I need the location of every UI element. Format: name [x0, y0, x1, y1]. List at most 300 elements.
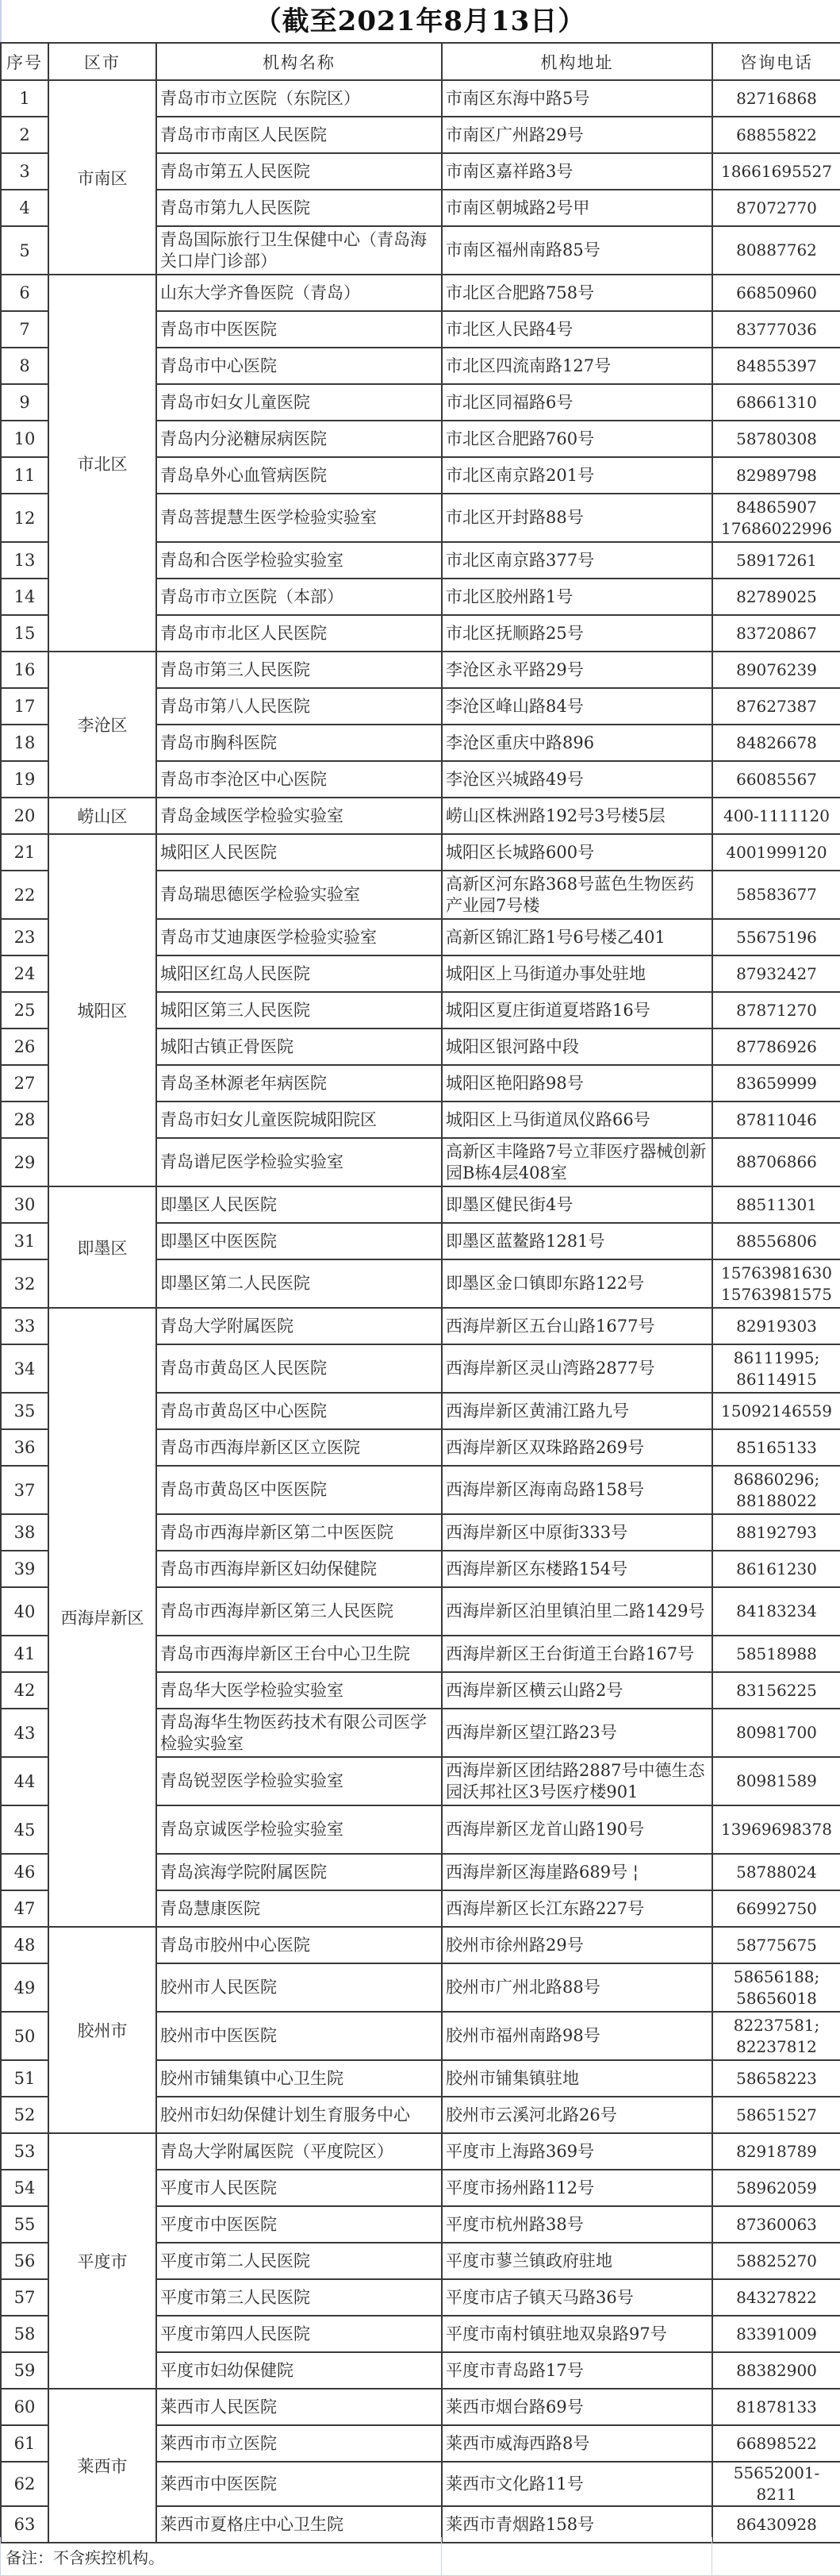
institution-name-cell: 青岛市西海岸新区妇幼保健院 — [156, 1551, 442, 1587]
institution-name-cell: 山东大学齐鲁医院（青岛） — [156, 275, 442, 311]
phone-number: 68855822 — [736, 125, 817, 144]
seq-cell: 51 — [1, 2060, 48, 2097]
phone-cell — [712, 652, 840, 688]
phone-number: 58651527 — [736, 2105, 817, 2124]
seq-cell: 24 — [1, 955, 48, 992]
phone-cell — [712, 992, 840, 1028]
institution-name-cell: 青岛市中心医院 — [156, 348, 442, 384]
institution-address-cell: 西海岸新区五台山路1677号 — [442, 1308, 712, 1344]
phone-cell — [712, 1963, 840, 2012]
institution-address-cell: 西海岸新区王台街道王台路167号 — [442, 1636, 712, 1672]
phone-number: 4001999120 — [726, 842, 827, 862]
seq-cell: 63 — [1, 2506, 48, 2543]
phone-number: 66850960 — [736, 283, 817, 302]
institution-address-cell: 西海岸新区团结路2887号中德生态园沃邦社区3号医疗楼901 — [442, 1757, 712, 1805]
institution-name-cell: 青岛市西海岸新区王台中心卫生院 — [156, 1636, 442, 1672]
seq-cell: 1 — [1, 80, 48, 117]
phone-number: 55652001-8211 — [733, 2463, 820, 2504]
table-row — [1, 834, 840, 871]
seq-cell: 25 — [1, 992, 48, 1028]
institution-name-cell: 青岛圣林源老年病医院 — [156, 1065, 442, 1102]
institution-address-cell: 平度市青岛路17号 — [442, 2352, 712, 2389]
phone-number: 66992750 — [736, 1898, 817, 1918]
phone-number: 58658223 — [736, 2068, 817, 2088]
institution-address-cell: 李沧区兴城路49号 — [442, 761, 712, 798]
seq-cell: 41 — [1, 1636, 48, 1672]
institution-address-cell: 市北区合肥路760号 — [442, 421, 712, 457]
seq-cell: 55 — [1, 2206, 48, 2243]
institution-name-cell: 青岛市黄岛区人民医院 — [156, 1344, 442, 1393]
phone-cell — [712, 1927, 840, 1963]
institution-address-cell: 市北区抚顺路25号 — [442, 615, 712, 652]
phone-cell — [712, 798, 840, 834]
seq-cell: 40 — [1, 1587, 48, 1636]
institution-address-cell: 西海岸新区黄浦江路九号 — [442, 1393, 712, 1429]
institution-name-cell: 青岛市西海岸新区区立医院 — [156, 1429, 442, 1466]
seq-cell: 57 — [1, 2279, 48, 2316]
institution-address-cell: 莱西市威海西路8号 — [442, 2425, 712, 2462]
table-row — [1, 798, 840, 834]
institution-name-cell: 莱西市夏格庄中心卫生院 — [156, 2506, 442, 2543]
phone-cell — [712, 2279, 840, 2316]
institution-address-cell: 西海岸新区灵山湾路2877号 — [442, 1344, 712, 1393]
phone-cell — [712, 2170, 840, 2206]
phone-cell — [712, 542, 840, 579]
phone-cell — [712, 1186, 840, 1223]
institution-address-cell: 高新区丰隆路7号立菲医疗器械创新园B栋4层408室 — [442, 1138, 712, 1186]
institution-name-cell: 青岛市西海岸新区第三人民医院 — [156, 1587, 442, 1636]
phone-number: 86860296; — [733, 1469, 820, 1489]
institution-name-cell: 青岛大学附属医院 — [156, 1308, 442, 1344]
institution-name-cell: 青岛市第三人民医院 — [156, 652, 442, 688]
institution-address-cell: 市南区东海中路5号 — [442, 80, 712, 117]
institution-name-cell: 青岛市第九人民医院 — [156, 190, 442, 226]
district-cell: 莱西市 — [48, 2389, 156, 2543]
phone-number: 86114915 — [736, 1369, 817, 1389]
phone-cell — [712, 1551, 840, 1587]
phone-number: 88192793 — [736, 1522, 817, 1542]
institution-address-cell: 胶州市云溪河北路26号 — [442, 2097, 712, 2133]
institution-name-cell: 青岛海华生物医药技术有限公司医学检验实验室 — [156, 1709, 442, 1757]
institution-address-cell: 胶州市铺集镇驻地 — [442, 2060, 712, 2097]
institution-address-cell: 西海岸新区龙首山路190号 — [442, 1805, 712, 1854]
window-edge — [0, 0, 2, 43]
phone-number: 15763981630 — [721, 1263, 832, 1282]
table-row — [1, 80, 840, 117]
phone-number: 80981589 — [736, 1771, 817, 1790]
seq-cell: 26 — [1, 1028, 48, 1065]
phone-number: 83720867 — [736, 623, 817, 643]
phone-number: 58656018 — [736, 1988, 817, 2008]
seq-cell: 20 — [1, 798, 48, 834]
phone-number: 83156225 — [736, 1680, 817, 1700]
seq-cell: 17 — [1, 688, 48, 725]
phone-cell — [712, 80, 840, 117]
institution-name-cell: 即墨区中医医院 — [156, 1223, 442, 1259]
institution-name-cell: 青岛锐翌医学检验实验室 — [156, 1757, 442, 1805]
institution-address-cell: 西海岸新区海崖路689号 ¦ — [442, 1854, 712, 1890]
institution-name-cell: 青岛大学附属医院（平度院区） — [156, 2133, 442, 2170]
table-row — [1, 275, 840, 311]
seq-cell: 33 — [1, 1308, 48, 1344]
phone-number: 82789025 — [736, 586, 817, 606]
phone-number: 58917261 — [736, 550, 817, 570]
institution-name-cell: 平度市人民医院 — [156, 2170, 442, 2206]
phone-number: 80981700 — [736, 1723, 817, 1742]
institution-name-cell: 青岛国际旅行卫生保健中心（青岛海关口岸门诊部） — [156, 226, 442, 275]
phone-cell — [712, 919, 840, 955]
institution-address-cell: 市北区胶州路1号 — [442, 579, 712, 615]
seq-cell: 9 — [1, 384, 48, 421]
phone-number: 83777036 — [736, 319, 817, 339]
institution-address-cell: 西海岸新区东楼路154号 — [442, 1551, 712, 1587]
phone-cell — [712, 871, 840, 919]
district-cell: 城阳区 — [48, 834, 156, 1186]
phone-number: 58962059 — [736, 2178, 817, 2197]
phone-number: 68661310 — [736, 392, 817, 412]
header-district: 区市 — [48, 43, 156, 80]
seq-cell: 58 — [1, 2316, 48, 2352]
phone-cell — [712, 1672, 840, 1709]
institution-name-cell: 青岛市妇女儿童医院城阳院区 — [156, 1102, 442, 1138]
institution-address-cell: 市北区同福路6号 — [442, 384, 712, 421]
seq-cell: 38 — [1, 1514, 48, 1551]
seq-cell: 12 — [1, 494, 48, 542]
seq-cell: 18 — [1, 725, 48, 761]
institution-name-cell: 平度市中医医院 — [156, 2206, 442, 2243]
seq-cell: 45 — [1, 1805, 48, 1854]
institution-name-cell: 胶州市中医医院 — [156, 2012, 442, 2060]
header-name: 机构名称 — [156, 43, 442, 80]
phone-number: 87627387 — [736, 696, 817, 716]
institution-name-cell: 青岛市西海岸新区第二中医医院 — [156, 1514, 442, 1551]
institution-name-cell: 青岛滨海学院附属医院 — [156, 1854, 442, 1890]
phone-number: 66085567 — [736, 769, 817, 789]
header-phone: 咨询电话 — [712, 43, 840, 80]
institution-name-cell: 青岛金域医学检验实验室 — [156, 798, 442, 834]
institution-address-cell: 平度市扬州路112号 — [442, 2170, 712, 2206]
institution-address-cell: 即墨区蓝鳌路1281号 — [442, 1223, 712, 1259]
seq-cell: 32 — [1, 1259, 48, 1308]
phone-number: 86430928 — [736, 2514, 817, 2534]
institution-name-cell: 即墨区人民医院 — [156, 1186, 442, 1223]
institution-address-cell: 西海岸新区横云山路2号 — [442, 1672, 712, 1709]
table-header-row — [1, 43, 840, 80]
institution-address-cell: 市北区合肥路758号 — [442, 275, 712, 311]
phone-cell — [712, 1587, 840, 1636]
institution-name-cell: 青岛慧康医院 — [156, 1890, 442, 1927]
seq-cell: 37 — [1, 1466, 48, 1514]
phone-number: 84826678 — [736, 732, 817, 752]
seq-cell: 6 — [1, 275, 48, 311]
table-row — [1, 2389, 840, 2425]
institution-name-cell: 青岛内分泌糖尿病医院 — [156, 421, 442, 457]
phone-number: 82237812 — [736, 2036, 817, 2056]
institution-name-cell: 平度市第二人民医院 — [156, 2243, 442, 2279]
phone-number: 89076239 — [736, 659, 817, 679]
institution-address-cell: 城阳区上马街道凤仪路66号 — [442, 1102, 712, 1138]
phone-cell — [712, 1138, 840, 1186]
institution-name-cell: 城阳古镇正骨医院 — [156, 1028, 442, 1065]
phone-number: 87786926 — [736, 1036, 817, 1056]
seq-cell: 47 — [1, 1890, 48, 1927]
note-empty-cell — [712, 2537, 840, 2576]
phone-cell — [712, 494, 840, 542]
institution-name-cell: 平度市妇幼保健院 — [156, 2352, 442, 2389]
institution-address-cell: 李沧区永平路29号 — [442, 652, 712, 688]
institution-address-cell: 胶州市福州南路98号 — [442, 2012, 712, 2060]
institution-name-cell: 胶州市铺集镇中心卫生院 — [156, 2060, 442, 2097]
seq-cell: 35 — [1, 1393, 48, 1429]
phone-cell — [712, 1757, 840, 1805]
phone-cell — [712, 1259, 840, 1308]
institution-address-cell: 崂山区株洲路192号3号楼5层 — [442, 798, 712, 834]
seq-cell: 42 — [1, 1672, 48, 1709]
district-cell: 崂山区 — [48, 798, 156, 834]
seq-cell: 16 — [1, 652, 48, 688]
phone-number: 88706866 — [736, 1152, 817, 1171]
institution-name-cell: 即墨区第二人民医院 — [156, 1259, 442, 1308]
phone-cell — [712, 688, 840, 725]
phone-cell — [712, 2462, 840, 2506]
header-address: 机构地址 — [442, 43, 712, 80]
institution-address-cell: 高新区河东路368号蓝色生物医药产业园7号楼 — [442, 871, 712, 919]
seq-cell: 14 — [1, 579, 48, 615]
institution-name-cell: 青岛阜外心血管病医院 — [156, 457, 442, 494]
seq-cell: 21 — [1, 834, 48, 871]
phone-number: 82716868 — [736, 88, 817, 108]
phone-cell — [712, 190, 840, 226]
phone-number: 80887762 — [736, 240, 817, 260]
institution-name-cell: 城阳区人民医院 — [156, 834, 442, 871]
phone-cell — [712, 2133, 840, 2170]
institution-name-cell: 胶州市人民医院 — [156, 1963, 442, 2012]
institution-address-cell: 平度市店子镇天马路36号 — [442, 2279, 712, 2316]
phone-number: 58780308 — [736, 429, 817, 448]
phone-number: 17686022996 — [721, 518, 832, 538]
phone-number: 55675196 — [736, 927, 817, 947]
district-cell: 胶州市 — [48, 1927, 156, 2133]
institution-address-cell: 西海岸新区双珠路路269号 — [442, 1429, 712, 1466]
phone-number: 87811046 — [736, 1109, 817, 1129]
seq-cell: 34 — [1, 1344, 48, 1393]
phone-number: 84183234 — [736, 1601, 817, 1621]
institution-name-cell: 青岛市市立医院（东院区） — [156, 80, 442, 117]
seq-cell: 13 — [1, 542, 48, 579]
institution-address-cell: 市北区南京路377号 — [442, 542, 712, 579]
institution-address-cell: 胶州市广州北路88号 — [442, 1963, 712, 2012]
phone-number: 87360063 — [736, 2214, 817, 2234]
seq-cell: 7 — [1, 311, 48, 348]
phone-number: 66898522 — [736, 2433, 817, 2453]
phone-number: 81878133 — [736, 2397, 817, 2416]
institution-name-cell: 青岛瑞思德医学检验实验室 — [156, 871, 442, 919]
phone-number: 400-1111120 — [723, 805, 830, 825]
phone-cell — [712, 2352, 840, 2389]
institution-table — [0, 42, 840, 2543]
phone-number: 87072770 — [736, 198, 817, 217]
seq-cell: 29 — [1, 1138, 48, 1186]
phone-cell — [712, 421, 840, 457]
institution-address-cell: 市北区南京路201号 — [442, 457, 712, 494]
institution-name-cell: 平度市第三人民医院 — [156, 2279, 442, 2316]
phone-cell — [712, 153, 840, 190]
institution-name-cell: 胶州市妇幼保健计划生育服务中心 — [156, 2097, 442, 2133]
phone-cell — [712, 1028, 840, 1065]
phone-number: 84327822 — [736, 2287, 817, 2307]
institution-address-cell: 高新区锦汇路1号6号楼乙401 — [442, 919, 712, 955]
phone-number: 15763981575 — [721, 1284, 832, 1304]
seq-cell: 62 — [1, 2462, 48, 2506]
institution-address-cell: 西海岸新区中原街333号 — [442, 1514, 712, 1551]
phone-cell — [712, 2425, 840, 2462]
phone-number: 82237581; — [733, 2015, 820, 2035]
phone-number: 83659999 — [736, 1073, 817, 1093]
institution-address-cell: 市南区嘉祥路3号 — [442, 153, 712, 190]
seq-cell: 3 — [1, 153, 48, 190]
institution-name-cell: 莱西市市立医院 — [156, 2425, 442, 2462]
phone-cell — [712, 1429, 840, 1466]
phone-cell — [712, 348, 840, 384]
seq-cell: 60 — [1, 2389, 48, 2425]
seq-cell: 10 — [1, 421, 48, 457]
seq-cell: 22 — [1, 871, 48, 919]
phone-number: 58775675 — [736, 1935, 817, 1955]
institution-address-cell: 市北区人民路4号 — [442, 311, 712, 348]
institution-name-cell: 青岛市胶州中心医院 — [156, 1927, 442, 1963]
phone-cell — [712, 226, 840, 275]
phone-cell — [712, 834, 840, 871]
institution-address-cell: 平度市杭州路38号 — [442, 2206, 712, 2243]
phone-number: 87932427 — [736, 963, 817, 983]
seq-cell: 30 — [1, 1186, 48, 1223]
phone-number: 15092146559 — [721, 1401, 832, 1421]
phone-cell — [712, 1709, 840, 1757]
institution-name-cell: 青岛菩提慧生医学检验实验室 — [156, 494, 442, 542]
phone-cell — [712, 1805, 840, 1854]
table-row — [1, 1927, 840, 1963]
institution-address-cell: 西海岸新区长江东路227号 — [442, 1890, 712, 1927]
phone-cell — [712, 1514, 840, 1551]
phone-number: 58583677 — [736, 885, 817, 904]
phone-number: 88556806 — [736, 1231, 817, 1251]
institution-address-cell: 西海岸新区海南岛路158号 — [442, 1466, 712, 1514]
institution-address-cell: 莱西市烟台路69号 — [442, 2389, 712, 2425]
phone-cell — [712, 311, 840, 348]
institution-address-cell: 即墨区健民街4号 — [442, 1186, 712, 1223]
institution-name-cell: 青岛谱尼医学检验实验室 — [156, 1138, 442, 1186]
seq-cell: 61 — [1, 2425, 48, 2462]
seq-cell: 48 — [1, 1927, 48, 1963]
seq-cell: 46 — [1, 1854, 48, 1890]
note-empty-cell — [442, 2537, 712, 2576]
phone-cell — [712, 275, 840, 311]
district-cell: 李沧区 — [48, 652, 156, 798]
institution-name-cell: 青岛市市立医院（本部） — [156, 579, 442, 615]
phone-number: 84855397 — [736, 356, 817, 375]
institution-address-cell: 城阳区艳阳路98号 — [442, 1065, 712, 1102]
institution-address-cell: 平度市上海路369号 — [442, 2133, 712, 2170]
phone-cell — [712, 1102, 840, 1138]
seq-cell: 2 — [1, 117, 48, 153]
phone-cell — [712, 1466, 840, 1514]
institution-address-cell: 市南区朝城路2号甲 — [442, 190, 712, 226]
institution-address-cell: 胶州市徐州路29号 — [442, 1927, 712, 1963]
institution-name-cell: 青岛京诚医学检验实验室 — [156, 1805, 442, 1854]
institution-address-cell: 莱西市青烟路158号 — [442, 2506, 712, 2543]
phone-cell — [712, 1344, 840, 1393]
institution-address-cell: 城阳区上马街道办事处驻地 — [442, 955, 712, 992]
institution-name-cell: 青岛市市南区人民医院 — [156, 117, 442, 153]
institution-address-cell: 即墨区金口镇即东路122号 — [442, 1259, 712, 1308]
institution-name-cell: 青岛和合医学检验实验室 — [156, 542, 442, 579]
phone-cell — [712, 2243, 840, 2279]
table-row — [1, 652, 840, 688]
institution-address-cell: 城阳区长城路600号 — [442, 834, 712, 871]
phone-number: 58825270 — [736, 2251, 817, 2270]
phone-cell — [712, 2097, 840, 2133]
institution-address-cell: 城阳区银河路中段 — [442, 1028, 712, 1065]
institution-name-cell: 城阳区第三人民医院 — [156, 992, 442, 1028]
institution-name-cell: 青岛市黄岛区中心医院 — [156, 1393, 442, 1429]
phone-number: 82919303 — [736, 1316, 817, 1336]
table-row — [1, 2133, 840, 2170]
institution-address-cell: 李沧区重庆中路896 — [442, 725, 712, 761]
phone-number: 83391009 — [736, 2324, 817, 2343]
note-table — [0, 2537, 840, 2576]
seq-cell: 11 — [1, 457, 48, 494]
phone-number: 58518988 — [736, 1644, 817, 1663]
phone-number: 18661695527 — [721, 161, 832, 181]
institution-name-cell: 青岛市黄岛区中医医院 — [156, 1466, 442, 1514]
phone-cell — [712, 1890, 840, 1927]
phone-cell — [712, 2389, 840, 2425]
seq-cell: 36 — [1, 1429, 48, 1466]
phone-cell — [712, 725, 840, 761]
phone-number: 88188022 — [736, 1490, 817, 1510]
institution-address-cell: 市北区四流南路127号 — [442, 348, 712, 384]
phone-cell — [712, 384, 840, 421]
institution-name-cell: 莱西市中医医院 — [156, 2462, 442, 2506]
district-cell: 即墨区 — [48, 1186, 156, 1308]
table-body — [1, 80, 840, 2543]
seq-cell: 50 — [1, 2012, 48, 2060]
phone-cell — [712, 1308, 840, 1344]
district-cell: 西海岸新区 — [48, 1308, 156, 1927]
phone-cell — [712, 2316, 840, 2352]
phone-number: 87871270 — [736, 1000, 817, 1020]
seq-cell: 15 — [1, 615, 48, 652]
institution-name-cell: 青岛市胸科医院 — [156, 725, 442, 761]
seq-cell: 44 — [1, 1757, 48, 1805]
institution-name-cell: 青岛市市北区人民医院 — [156, 615, 442, 652]
institution-name-cell: 青岛市第八人民医院 — [156, 688, 442, 725]
district-cell: 市北区 — [48, 275, 156, 652]
phone-cell — [712, 615, 840, 652]
seq-cell: 52 — [1, 2097, 48, 2133]
phone-number: 84865907 — [736, 497, 817, 517]
table-row — [1, 1308, 840, 1344]
phone-cell — [712, 2206, 840, 2243]
institution-address-cell: 市南区福州南路85号 — [442, 226, 712, 275]
institution-name-cell: 青岛市中医医院 — [156, 311, 442, 348]
institution-address-cell: 城阳区夏庄街道夏塔路16号 — [442, 992, 712, 1028]
seq-cell: 28 — [1, 1102, 48, 1138]
phone-cell — [712, 2012, 840, 2060]
institution-name-cell: 青岛市艾迪康医学检验实验室 — [156, 919, 442, 955]
seq-cell: 31 — [1, 1223, 48, 1259]
seq-cell: 4 — [1, 190, 48, 226]
